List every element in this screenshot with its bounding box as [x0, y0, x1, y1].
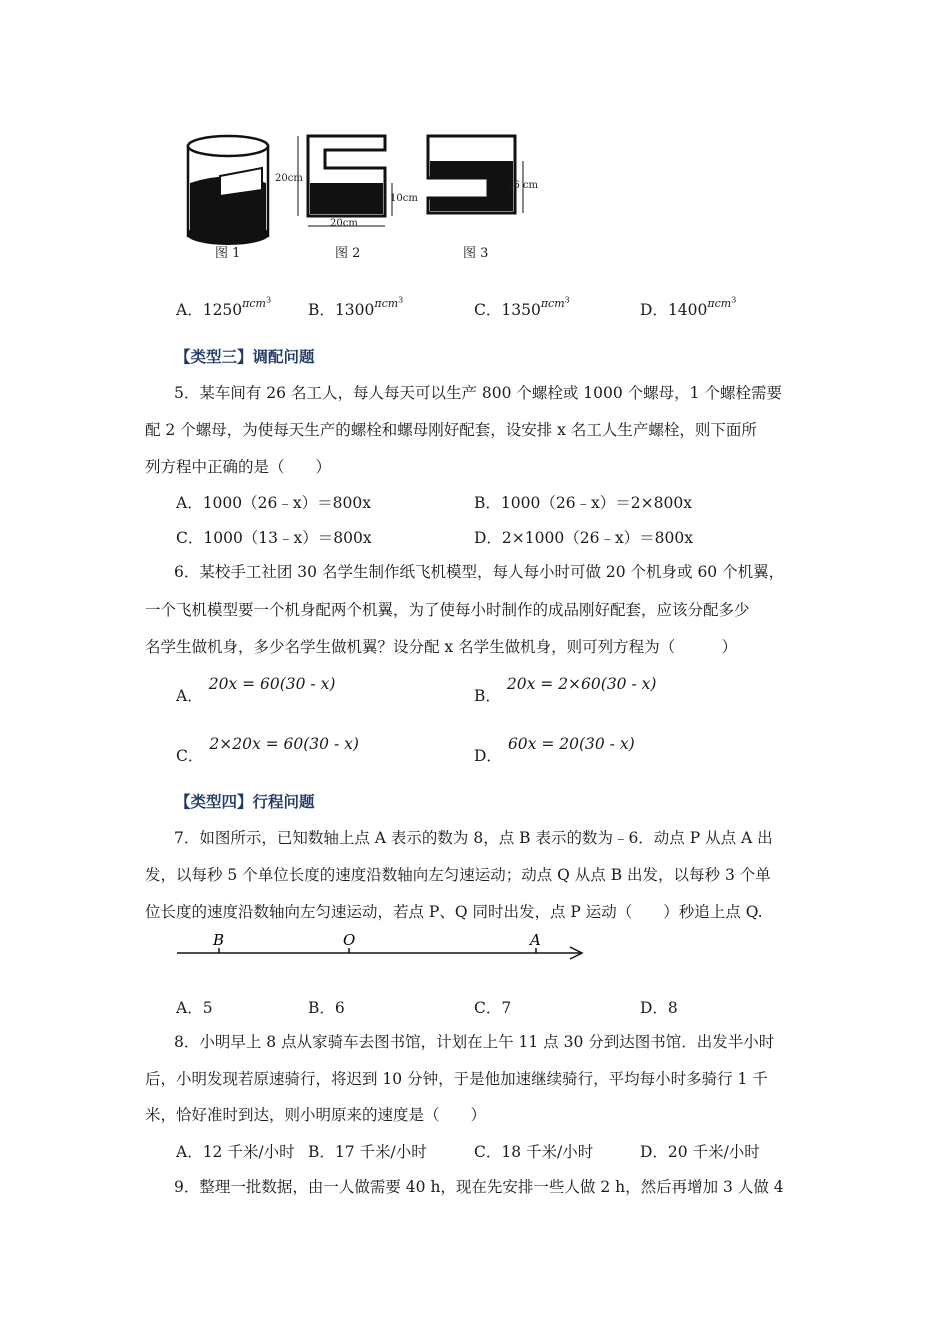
section-3-title: 【类型三】调配问题	[175, 348, 315, 366]
q7-line-3: 位长度的速度沿数轴向左匀速运动，若点 P、Q 同时出发，点 P 运动（ ）秒追上点 Q.	[145, 903, 763, 921]
q6-line-3: 名学生做机身，多少名学生做机翼？设分配 x 名学生做机身，则可列方程为（ ）	[145, 638, 738, 656]
q5-line-1: 5．某车间有 26 名工人，每人每天可以生产 800 个螺栓或 1000 个螺母，1 个螺栓需要	[174, 384, 782, 402]
q8-option-b: B．17 千米/小时	[308, 1143, 427, 1161]
q7-option-a: A．5	[176, 999, 213, 1017]
q8-line-2: 后，小明发现若原速骑行，将迟到 10 分钟，于是他加速继续骑行，平均每小时多骑行 1 千	[145, 1070, 768, 1088]
number-line	[175, 928, 590, 968]
q6-option-a: A．20x = 60(30 - x)	[176, 675, 336, 705]
q6-option-c: C．2×20x = 60(30 - x)	[176, 735, 359, 765]
fig2-water-label: 10cm	[390, 193, 418, 204]
fig1-caption: 图 1	[215, 246, 241, 261]
q8-option-c: C．18 千米/小时	[474, 1143, 594, 1161]
q7-option-c: C．7	[474, 999, 512, 1017]
q5-option-a: A．1000（26﹣x）＝800x	[176, 494, 371, 512]
q6-line-1: 6．某校手工社团 30 名学生制作纸飞机模型，每人每小时可做 20 个机身或 60 个机翼，	[174, 563, 785, 581]
axis-label-o: O	[343, 931, 356, 949]
q7-line-1: 7．如图所示，已知数轴上点 A 表示的数为 8，点 B 表示的数为﹣6．动点 P 从点 A 出	[174, 829, 773, 847]
q5-option-b: B．1000（26﹣x）＝2×800x	[474, 494, 692, 512]
fig2-width-label: 20cm	[330, 218, 358, 229]
figure-2-container	[298, 136, 392, 226]
q6-option-b: B．20x = 2×60(30 - x)	[474, 675, 657, 705]
section-4-title: 【类型四】行程问题	[175, 793, 315, 811]
q4-option-a: A．$1250^{\pi cm^3}$	[176, 295, 272, 319]
q6-option-d: D．60x = 20(30 - x)	[474, 735, 635, 765]
q8-option-a: A．12 千米/小时	[176, 1143, 295, 1161]
axis-label-a: A	[530, 931, 541, 949]
q5-line-3: 列方程中正确的是（ ）	[145, 458, 332, 476]
q7-option-b: B．6	[308, 999, 345, 1017]
q8-line-1: 8．小明早上 8 点从家骑车去图书馆，计划在上午 11 点 30 分到达图书馆．出发半小时	[174, 1033, 775, 1051]
figure-1-cylinder	[188, 136, 268, 244]
fig2-caption: 图 2	[335, 246, 361, 261]
q6-line-2: 一个飞机模型要一个机身配两个机翼，为了使每小时制作的成品刚好配套，应该分配多少	[145, 601, 750, 619]
axis-label-b: B	[213, 931, 225, 949]
q9-line-1: 9．整理一批数据，由一人做需要 40 h，现在先安排一些人做 2 h，然后再增加 3 人做 4	[174, 1178, 784, 1196]
figure-3-container	[428, 136, 523, 213]
fig2-height-label: 20cm	[275, 173, 303, 184]
q4-option-b: B．$1300^{\pi cm^3}$	[308, 295, 404, 319]
q8-line-3: 米，恰好准时到达，则小明原来的速度是（ ）	[145, 1106, 487, 1124]
q7-line-2: 发，以每秒 5 个单位长度的速度沿数轴向左匀速运动；动点 Q 从点 B 出发，以每秒 3 个单	[145, 866, 771, 884]
q8-option-d: D．20 千米/小时	[640, 1143, 760, 1161]
q5-option-c: C．1000（13﹣x）＝800x	[176, 529, 372, 547]
fig3-caption: 图 3	[463, 246, 489, 261]
q7-option-d: D．8	[640, 999, 678, 1017]
q5-option-d: D．2×1000（26﹣x）＝800x	[474, 529, 694, 547]
q4-option-c: C．$1350^{\pi cm^3}$	[474, 295, 570, 319]
fig3-height-label: 16 cm	[507, 180, 538, 191]
q5-line-2: 配 2 个螺母，为使每天生产的螺栓和螺母刚好配套，设安排 x 名工人生产螺栓，则下面所	[145, 421, 757, 439]
q4-option-d: D．$1400^{\pi cm^3}$	[640, 295, 737, 319]
